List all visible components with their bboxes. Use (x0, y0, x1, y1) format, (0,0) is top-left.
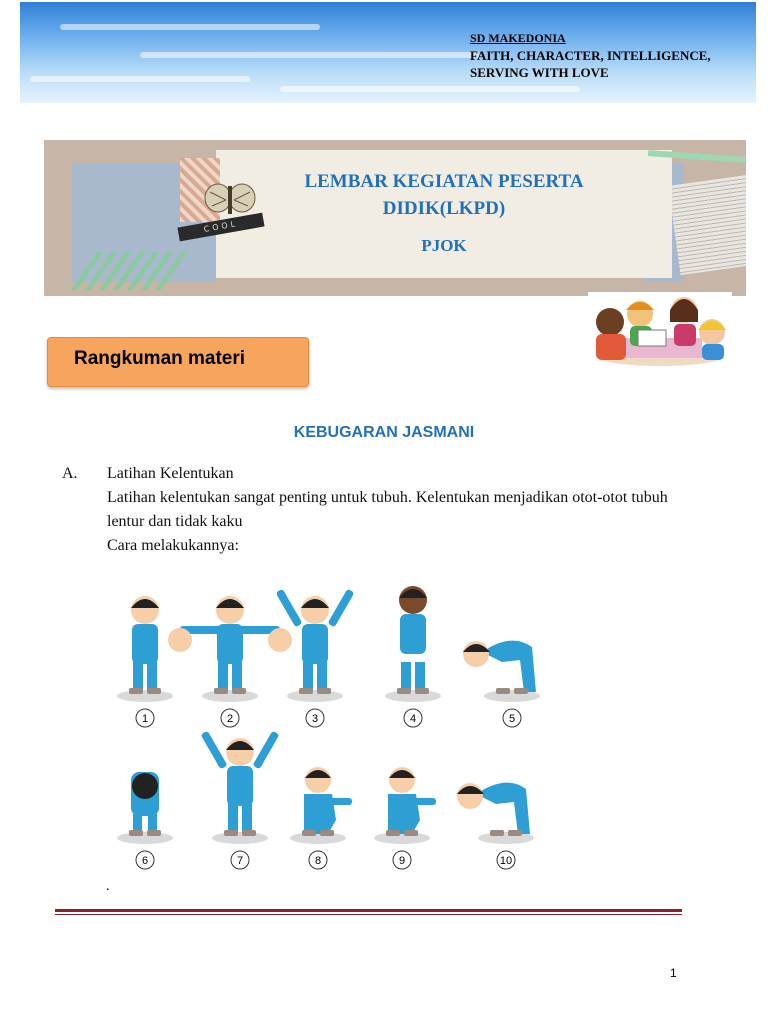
content-paragraph: Latihan kelentukan sangat penting untuk tubuh. Kelentukan menjadikan otot-otot tubuh lentur dan tidak kaku (107, 489, 668, 530)
exercise-step-figure (374, 767, 436, 844)
step-number-label: 3 (311, 713, 319, 725)
step-number-label: 9 (398, 855, 406, 867)
exercise-step-figure (117, 772, 173, 844)
school-motto-line2: SERVING WITH LOVE (470, 65, 609, 80)
step-number-label: 4 (409, 713, 417, 725)
page-title (216, 168, 672, 222)
content-subtitle: Latihan Kelentukan (107, 465, 234, 482)
exercise-step-figure (117, 596, 173, 702)
step-number-label: 6 (141, 855, 149, 867)
exercise-step-figure (168, 596, 292, 702)
footer-rule-thin (55, 914, 682, 915)
step-number-label: 1 (141, 713, 149, 725)
content-instruction: Cara melakukannya: (107, 537, 239, 554)
subject-title: PJOK (421, 236, 467, 252)
school-info (470, 30, 711, 81)
summary-button[interactable] (47, 337, 309, 387)
school-motto-line1: FAITH, CHARACTER, INTELLIGENCE, (470, 48, 711, 63)
summary-button-label: Rangkuman materi (74, 348, 246, 369)
exercise-step-figure (463, 641, 540, 702)
step-number-label: 2 (226, 713, 234, 725)
kids-reading-illustration (588, 292, 732, 368)
title-panel (44, 140, 746, 296)
trailing-dot: . (106, 879, 110, 894)
newspaper-clipping (668, 175, 746, 275)
step-number-label: 5 (508, 713, 516, 725)
step-number-label: 8 (314, 855, 322, 867)
header-banner (20, 2, 756, 103)
title-line2: DIDIK(LKPD) (382, 198, 506, 219)
exercise-step-figure (457, 783, 534, 844)
step-number-label: 10 (499, 855, 513, 867)
banner-streak (30, 76, 250, 82)
title-line1: LEMBAR KEGIATAN PESERTA (304, 171, 584, 192)
banner-streak (140, 52, 480, 58)
footer-rule (55, 909, 682, 912)
exercise-step-figure (201, 731, 280, 844)
banner-streak (60, 24, 320, 30)
exercise-steps-illustration (100, 578, 560, 874)
section-heading: KEBUGARAN JASMANI (293, 424, 475, 441)
cool-sticker: COOL (177, 213, 264, 242)
banner-streak (280, 86, 580, 92)
list-letter: A. (62, 465, 78, 482)
exercise-step-figure (290, 767, 352, 844)
page-number: 1 (670, 966, 677, 980)
exercise-step-figure (385, 586, 441, 702)
step-number-label: 7 (236, 855, 244, 867)
school-name: SD MAKEDONIA (470, 31, 566, 45)
